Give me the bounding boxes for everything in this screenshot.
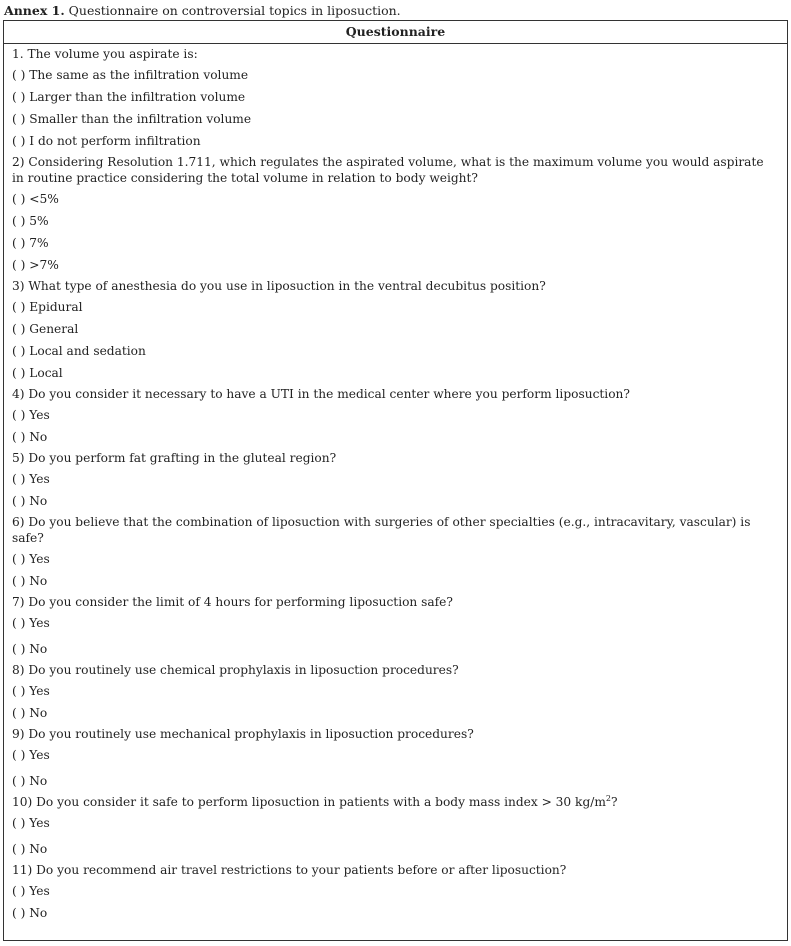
option: ( ) Yes xyxy=(12,472,50,486)
option: ( ) No xyxy=(12,706,48,720)
option: ( ) Yes xyxy=(12,884,50,898)
option: ( ) Yes xyxy=(12,552,50,566)
option: ( ) No xyxy=(12,642,48,656)
option: ( ) Larger than the infiltration volume xyxy=(12,90,246,104)
option: ( ) >7% xyxy=(12,258,59,272)
option: ( ) No xyxy=(12,842,48,856)
question-6: 6) Do you believe that the combination of liposuction with surgeries of other specialties (e.g., intracavitary, vascular) is safe? xyxy=(12,515,751,545)
option: ( ) Local xyxy=(12,366,63,380)
question-3: 3) What type of anesthesia do you use in liposuction in the ventral decubitus position? xyxy=(12,279,546,293)
question-9: 9) Do you routinely use mechanical prophylaxis in liposuction procedures? xyxy=(12,727,474,741)
table-header: Questionnaire xyxy=(4,21,787,44)
question-10-end: ? xyxy=(611,795,618,809)
option: ( ) Epidural xyxy=(12,300,83,314)
option: ( ) Yes xyxy=(12,684,50,698)
question-4: 4) Do you consider it necessary to have a UTI in the medical center where you perform liposuction? xyxy=(12,387,630,401)
question-1: 1. The volume you aspirate is: xyxy=(12,47,198,61)
option: ( ) Local and sedation xyxy=(12,344,146,358)
superscript: 2 xyxy=(605,793,611,803)
option: ( ) Smaller than the infiltration volume xyxy=(12,112,252,126)
question-8: 8) Do you routinely use chemical prophylaxis in liposuction procedures? xyxy=(12,663,459,677)
question-11: 11) Do you recommend air travel restrictions to your patients before or after liposuction? xyxy=(12,863,567,877)
question-10 xyxy=(12,792,777,812)
questionnaire-table xyxy=(3,20,788,941)
option: ( ) No xyxy=(12,574,48,588)
option: ( ) No xyxy=(12,494,48,508)
question-2: 2) Considering Resolution 1.711, which regulates the aspirated volume, what is the maximum volume you would aspirate in routine practice considering the total volume in relation to body weight? xyxy=(12,155,764,185)
option: ( ) Yes xyxy=(12,816,50,830)
option: ( ) Yes xyxy=(12,408,50,422)
option: ( ) Yes xyxy=(12,748,50,762)
option: ( ) The same as the infiltration volume xyxy=(12,68,249,82)
option: ( ) No xyxy=(12,906,48,920)
question-5: 5) Do you perform fat grafting in the gluteal region? xyxy=(12,451,337,465)
option: ( ) No xyxy=(12,774,48,788)
question-10-text: 10) Do you consider it safe to perform liposuction in patients with a body mass index > 30 kg/m xyxy=(12,795,606,809)
option: ( ) I do not perform infiltration xyxy=(12,134,201,148)
question-7: 7) Do you consider the limit of 4 hours for performing liposuction safe? xyxy=(12,595,453,609)
option: ( ) 7% xyxy=(12,236,49,250)
option: ( ) 5% xyxy=(12,214,49,228)
option: ( ) <5% xyxy=(12,192,59,206)
option: ( ) No xyxy=(12,430,48,444)
option: ( ) Yes xyxy=(12,616,50,630)
question-list xyxy=(12,44,777,924)
annex-caption xyxy=(4,3,401,19)
option: ( ) General xyxy=(12,322,79,336)
annex-title: Questionnaire on controversial topics in liposuction. xyxy=(64,3,401,18)
annex-label: Annex 1. xyxy=(4,3,65,18)
